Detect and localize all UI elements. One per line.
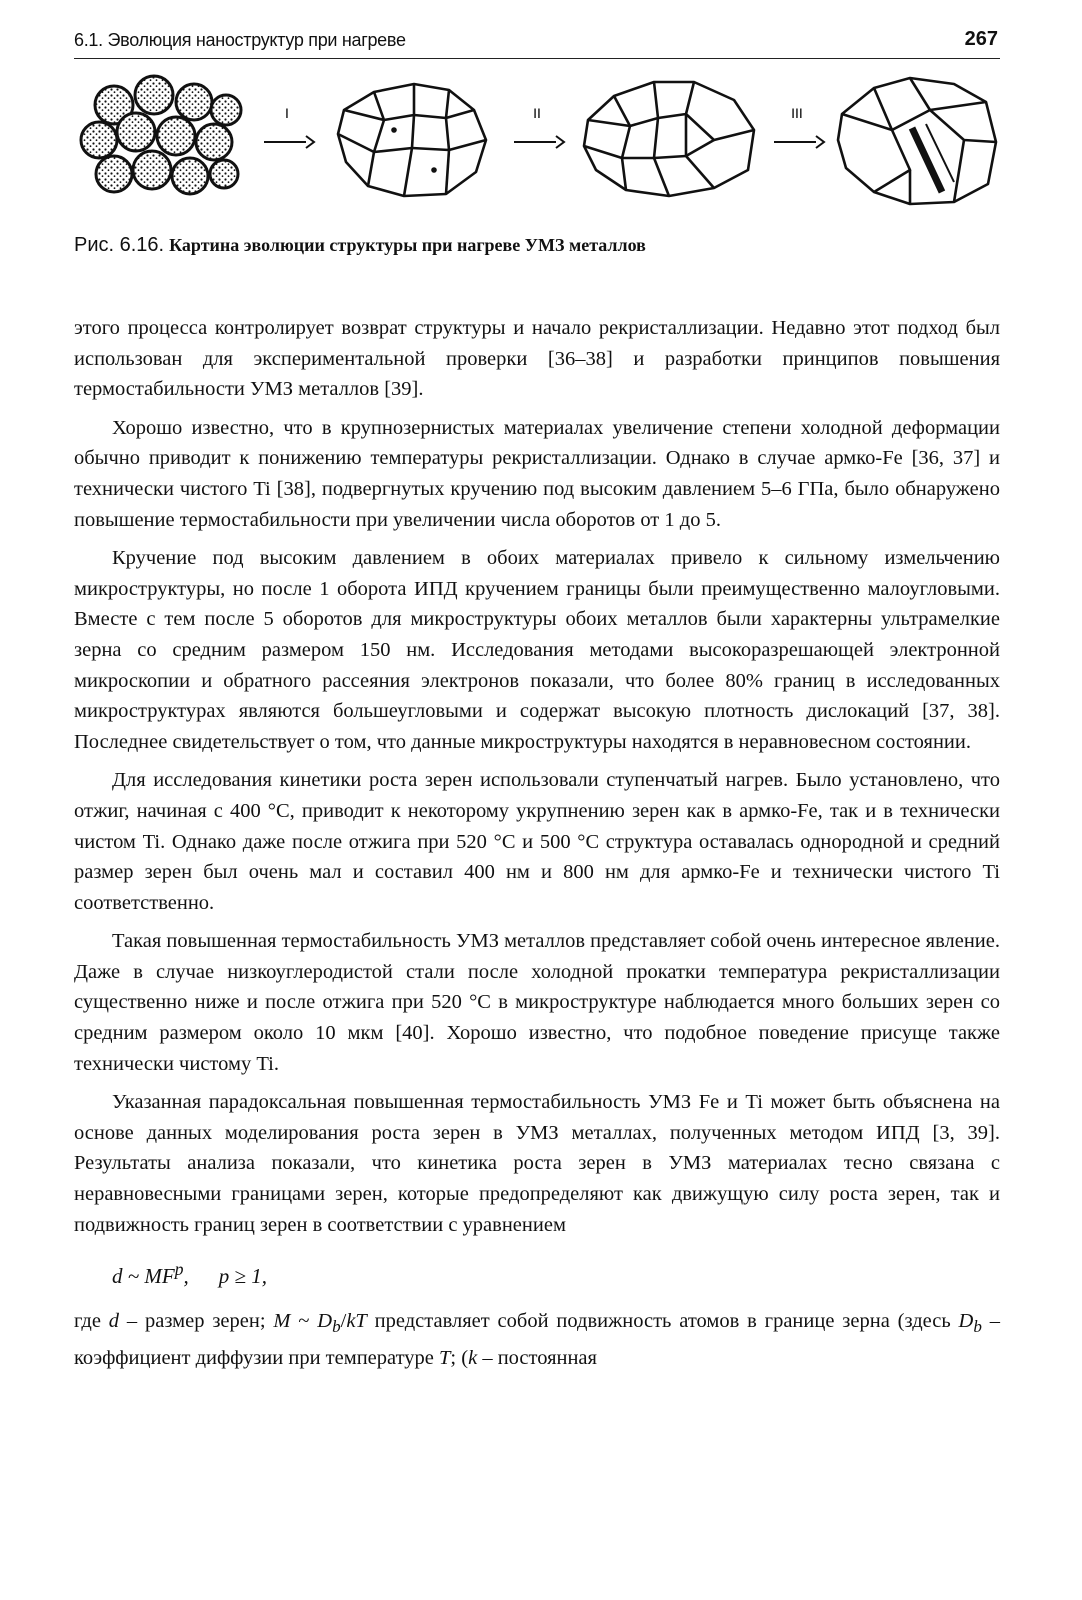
figure-drawing <box>74 70 1000 220</box>
paragraph-4: Для исследования кинетики роста зерен использовали ступенчатый нагрев. Было установлено, что отжиг, начиная с 400 °C, приводит к некоторому укрупнению зерен как в армко-Fe, так и в технически чистом Ti. Однако даже после отжига при 520 °C и 500 °C структура оставалась однородной и средний размер зерен был очень мал и составил 400 нм и 800 нм для армко-Fe и технически чистого Ti соответственно. <box>74 769 1000 914</box>
paragraph-2: Хорошо известно, что в крупнозернистых материалах увеличение степени холодной деформации обычно приводит к понижению температуры рекристаллизации. Однако в случае армко-Fe [36, 37] и технически чистого Ti [38], подвергнутых кручению под высоким давлением 5–6 ГПа, было обнаружено повышение термостабильности при увеличении числа оборотов от 1 до 5. <box>74 416 1000 531</box>
stage-3-mixed-grains <box>584 82 754 196</box>
chapter-title: 6.1. Эволюция наноструктур при нагреве <box>74 30 406 50</box>
paragraph-1: этого процесса контролирует возврат структуры и начало рекристаллизации. Недавно этот подход был использован для экспериментальной проверки [36–38] и разработки принципов повышения термостабильности УМЗ металлов [39]. <box>74 317 1000 401</box>
stage-1-fine-grains <box>81 76 241 194</box>
paragraph-3: Кручение под высоким давлением в обоих материалах привело к сильному измельчению микроструктуры, но после 1 оборота ИПД кручением границы были преимущественно малоугловыми. Вместе с тем после 5 оборотов для микроструктуры обоих металлов были характерны ультрамелкие зерна со средним размером 150 нм. Исследования методами высокоразрешающей электронной микроскопии и обратного рассеяния электронов показали, что более 80% границ в исследованных микроструктурах являются большеугловыми и содержат высокую плотность дислокаций [37, 38]. Последнее свидетельствует о том, что данные микроструктуры находятся в неравновесном состоянии. <box>74 547 1000 753</box>
stage-2-polygonal-grains <box>338 84 486 196</box>
equation-condition: p ≥ 1, <box>218 1264 267 1289</box>
equation-main: d ~ MF <box>112 1264 175 1289</box>
arrow-I <box>264 105 314 148</box>
running-header <box>74 28 1000 59</box>
arrow-II <box>514 105 564 148</box>
page-number: 267 <box>964 28 998 50</box>
figure-caption-text: Картина эволюции структуры при нагреве УМЗ металлов <box>169 235 646 255</box>
equation: d ~ $MF^p$, p ≥ 1, <box>112 1254 1000 1292</box>
paragraph-7: где d – размер зерен; M ~ $D_b/kT$ представляет собой подвижность атомов в границе зерна (здесь $D_b$ – коэффициент диффузии при температуре T; (k – постоянная <box>74 1309 1001 1369</box>
stage-4-coarse-grains <box>838 78 996 204</box>
arrow-label-III: III <box>791 105 803 121</box>
body-text <box>74 313 1000 1373</box>
figure-caption <box>74 234 646 257</box>
figure-caption-label: Рис. 6.16. <box>74 234 165 256</box>
figure-grain-evolution <box>74 70 1000 220</box>
paragraph-6: Указанная парадоксальная повышенная термостабильность УМЗ Fe и Ti может быть объяснена на основе данных моделирования роста зерен в УМЗ металлах, полученных методом ИПД [3, 39]. Результаты анализа показали, что кинетика роста зерен в УМЗ материалах тесно связана с неравновесными границами зерен, которые предопределяют как движущую силу роста зерен, так и подвижность границ зерен в соответствии с уравнением <box>74 1091 1000 1236</box>
arrow-label-II: II <box>533 105 541 121</box>
arrow-III <box>774 105 824 148</box>
equation-exponent: p <box>174 1259 184 1280</box>
arrow-label-I: I <box>285 105 289 121</box>
paragraph-5: Такая повышенная термостабильность УМЗ металлов представляет собой очень интересное явление. Даже в случае низкоуглеродистой стали после холодной прокатки температура рекристаллизации существенно ниже и после отжига при 520 °C в микроструктуре наблюдается много больших зерен со средним размером около 10 мкм [40]. Хорошо известно, что подобное поведение присуще также технически чистому Ti. <box>74 930 1000 1075</box>
